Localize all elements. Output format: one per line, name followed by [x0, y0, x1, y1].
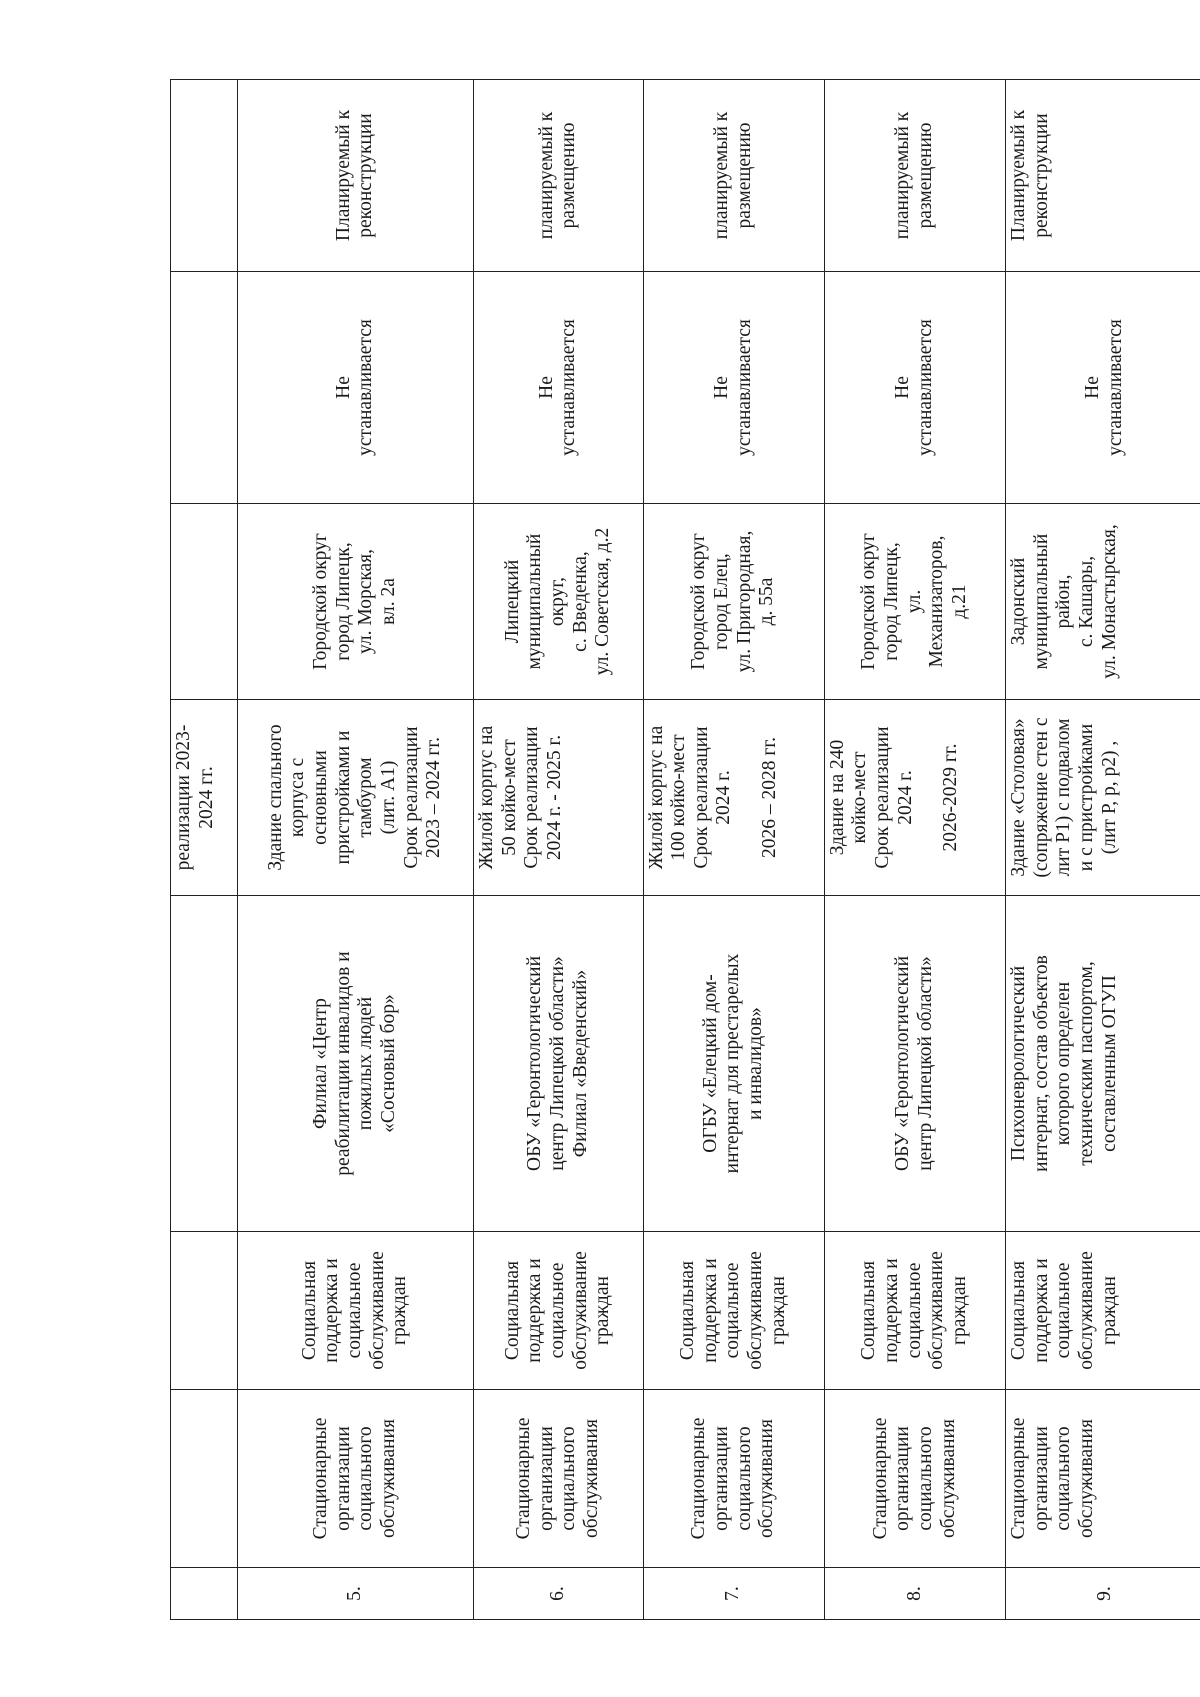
cell-purpose: Социальная поддержка и социальное обслуживание граждан [643, 1232, 824, 1390]
cell-type: Стационарные организации социального обслуживания [237, 1390, 473, 1568]
cell-name: Филиал «Центр реабилитации инвалидов и пожилых людей «Сосновый бор» [237, 896, 473, 1232]
cell-zone: Не устанавливается [1006, 272, 1200, 504]
cell-type: Стационарные организации социального обслуживания [1006, 1390, 1200, 1568]
cell-name: Психоневрологический интернат, состав объектов которого определен техническим паспортом, составленным ОГУП [1006, 896, 1200, 1232]
table-row [1006, 80, 1200, 1620]
cell-object: Жилой корпус на 100 койко-мест Срок реализации 2024 г. 2026 – 2028 гг. [643, 700, 824, 896]
cell-type: Стационарные организации социального обслуживания [643, 1390, 824, 1568]
cell-location: Липецкий муниципальный округ, с. Введенка, ул. Советская, д.2 [473, 504, 643, 700]
table-row [824, 80, 1005, 1620]
cell-zone: Не устанавливается [237, 272, 473, 504]
cell-name: ОГБУ «Елецкий дом- интернат для престарелых и инвалидов» [643, 896, 824, 1232]
cell-object: Здание на 240 койко-мест Срок реализации 2024 г. 2026-2029 гг. [824, 700, 1005, 896]
cell-type: Стационарные организации социального обслуживания [473, 1390, 643, 1568]
cell-purpose [171, 1232, 238, 1390]
cell-name: ОБУ «Геронтологический центр Липецкой области» Филиал «Введенский» [473, 896, 643, 1232]
cell-location: Городской округ город Елец, ул. Пригородная, д. 55а [643, 504, 824, 700]
cell-purpose: Социальная поддержка и социальное обслуживание граждан [1006, 1232, 1200, 1390]
cell-zone: Не устанавливается [473, 272, 643, 504]
cell-location: Городской округ город Липецк, ул. Морская, вл. 2а [237, 504, 473, 700]
cell-status: Планируемый к реконструкции [1006, 80, 1200, 272]
table-row [237, 80, 473, 1620]
cell-location [171, 504, 238, 700]
rotated-table-container [170, 80, 1200, 1620]
cell-location: Городской округ город Липецк, ул. Механизаторов, д.21 [824, 504, 1005, 700]
cell-status: Планируемый к реконструкции [237, 80, 473, 272]
cell-num: 8. [824, 1568, 1005, 1620]
cell-name [171, 896, 238, 1232]
cell-status: планируемый к размещению [473, 80, 643, 272]
cell-object: реализации 2023- 2024 гг. [171, 700, 238, 896]
cell-num: 7. [643, 1568, 824, 1620]
cell-status: планируемый к размещению [643, 80, 824, 272]
cell-type [171, 1390, 238, 1568]
cell-purpose: Социальная поддержка и социальное обслуживание граждан [237, 1232, 473, 1390]
cell-num: 6. [473, 1568, 643, 1620]
cell-num [171, 1568, 238, 1620]
cell-status [171, 80, 238, 272]
cell-zone: Не устанавливается [643, 272, 824, 504]
cell-zone: Не устанавливается [824, 272, 1005, 504]
objects-table [170, 79, 1200, 1620]
table-row-continued [171, 80, 238, 1620]
table-row [643, 80, 824, 1620]
cell-location: Задонский муниципальный район, с. Кашары, ул. Монастырская, [1006, 504, 1200, 700]
cell-num: 9. [1006, 1568, 1200, 1620]
cell-status: планируемый к размещению [824, 80, 1005, 272]
cell-object: Жилой корпус на 50 койко-мест Срок реализации 2024 г. - 2025 г. [473, 700, 643, 896]
cell-name: ОБУ «Геронтологический центр Липецкой области» [824, 896, 1005, 1232]
cell-purpose: Социальная поддержка и социальное обслуживание граждан [473, 1232, 643, 1390]
cell-type: Стационарные организации социального обслуживания [824, 1390, 1005, 1568]
cell-object: Здание «Столовая» (сопряжение стен с лит Р1) с подвалом и с пристройками (лит Р, р, р2) , [1006, 700, 1200, 896]
cell-purpose: Социальная поддержка и социальное обслуживание граждан [824, 1232, 1005, 1390]
cell-num: 5. [237, 1568, 473, 1620]
table-row [473, 80, 643, 1620]
cell-object: Здание спального корпуса с основными пристройками и тамбуром (лит. А1) Срок реализации 2023 – 2024 гг. [237, 700, 473, 896]
cell-zone [171, 272, 238, 504]
